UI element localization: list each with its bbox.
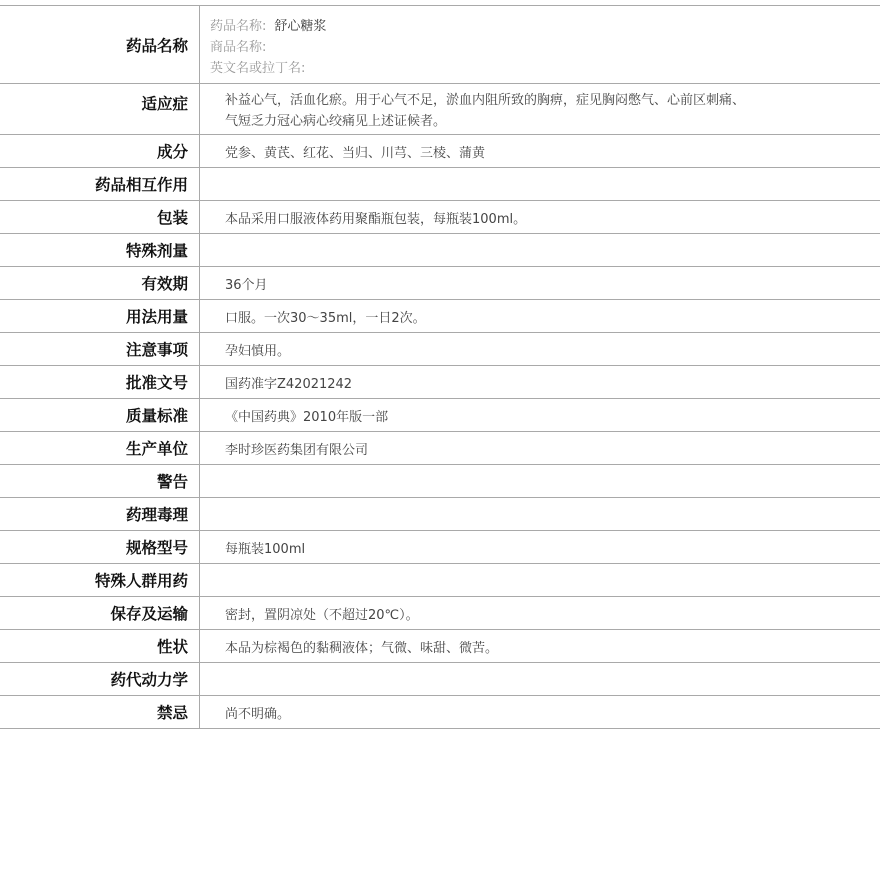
row-value: 本品为棕褐色的黏稠液体；气微、味甜、微苦。 [225,640,499,656]
row-label: 成分 [0,135,200,167]
indications-line-2: 气短乏力冠心病心绞痛见上述证候者。 [225,114,447,129]
row-value: 《中国药典》2010年版一部 [225,409,389,425]
table-row-packaging [0,201,880,234]
row-value [200,168,880,200]
row-label: 性状 [0,630,200,662]
table-row-shelf-life [0,267,880,300]
row-value [200,84,880,134]
row-value: 李时珍医药集团有限公司 [225,442,369,458]
row-value: 国药准字Z42021242 [225,376,353,392]
table-row-warning [0,465,880,498]
row-label: 生产单位 [0,432,200,464]
table-row-pharmacokinetics [0,663,880,696]
row-label: 药品名称 [0,6,200,83]
row-label: 适应症 [0,84,200,134]
row-label: 用法用量 [0,300,200,332]
row-label: 有效期 [0,267,200,299]
table-row-contraindications [0,696,880,729]
trade-name-line [210,37,880,58]
row-value [200,465,880,497]
generic-name-value: 舒心糖浆 [274,19,327,34]
row-label: 药品相互作用 [0,168,200,200]
table-row-interactions [0,168,880,201]
row-label: 保存及运输 [0,597,200,629]
trade-name-key: 商品名称: [210,40,267,55]
table-row-storage [0,597,880,630]
table-row-quality-standard [0,399,880,432]
table-row-description [0,630,880,663]
table-row-special-populations [0,564,880,597]
table-row-ingredients [0,135,880,168]
row-label: 特殊人群用药 [0,564,200,596]
table-row-usage [0,300,880,333]
row-value: 36个月 [225,277,268,293]
table-row-drug-name [0,6,880,84]
row-label: 包装 [0,201,200,233]
row-value [200,498,880,530]
table-row-precautions [0,333,880,366]
row-value: 党参、黄芪、红花、当归、川芎、三棱、蒲黄 [225,145,486,161]
english-name-key: 英文名或拉丁名: [210,61,306,76]
row-value: 每瓶装100ml [225,541,306,557]
row-label: 禁忌 [0,696,200,728]
row-value: 本品采用口服液体药用聚酯瓶包装，每瓶装100ml。 [225,211,527,227]
row-value [200,564,880,596]
row-value [200,663,880,695]
table-row-specification [0,531,880,564]
row-label: 药理毒理 [0,498,200,530]
row-label: 批准文号 [0,366,200,398]
generic-name-key: 药品名称: [210,19,267,34]
english-name-line [210,58,880,79]
indications-line-1: 补益心气，活血化瘀。用于心气不足，淤血内阻所致的胸痹，症见胸闷憋气、心前区刺痛、 [225,93,746,108]
table-row-manufacturer [0,432,880,465]
drug-info-table [0,5,880,729]
row-value: 密封，置阴凉处（不超过20℃）。 [225,607,419,623]
row-label: 质量标准 [0,399,200,431]
generic-name-line [210,16,880,37]
row-value: 尚不明确。 [225,706,291,722]
row-value [200,234,880,266]
drug-name-block [200,6,880,83]
table-row-indications [0,84,880,135]
table-row-special-dosage [0,234,880,267]
row-label: 规格型号 [0,531,200,563]
row-value: 孕妇慎用。 [225,343,291,359]
row-label: 药代动力学 [0,663,200,695]
row-label: 特殊剂量 [0,234,200,266]
table-row-approval-number [0,366,880,399]
row-label: 警告 [0,465,200,497]
table-row-pharmacology [0,498,880,531]
row-value: 口服。一次30～35ml，一日2次。 [225,310,426,326]
row-label: 注意事项 [0,333,200,365]
